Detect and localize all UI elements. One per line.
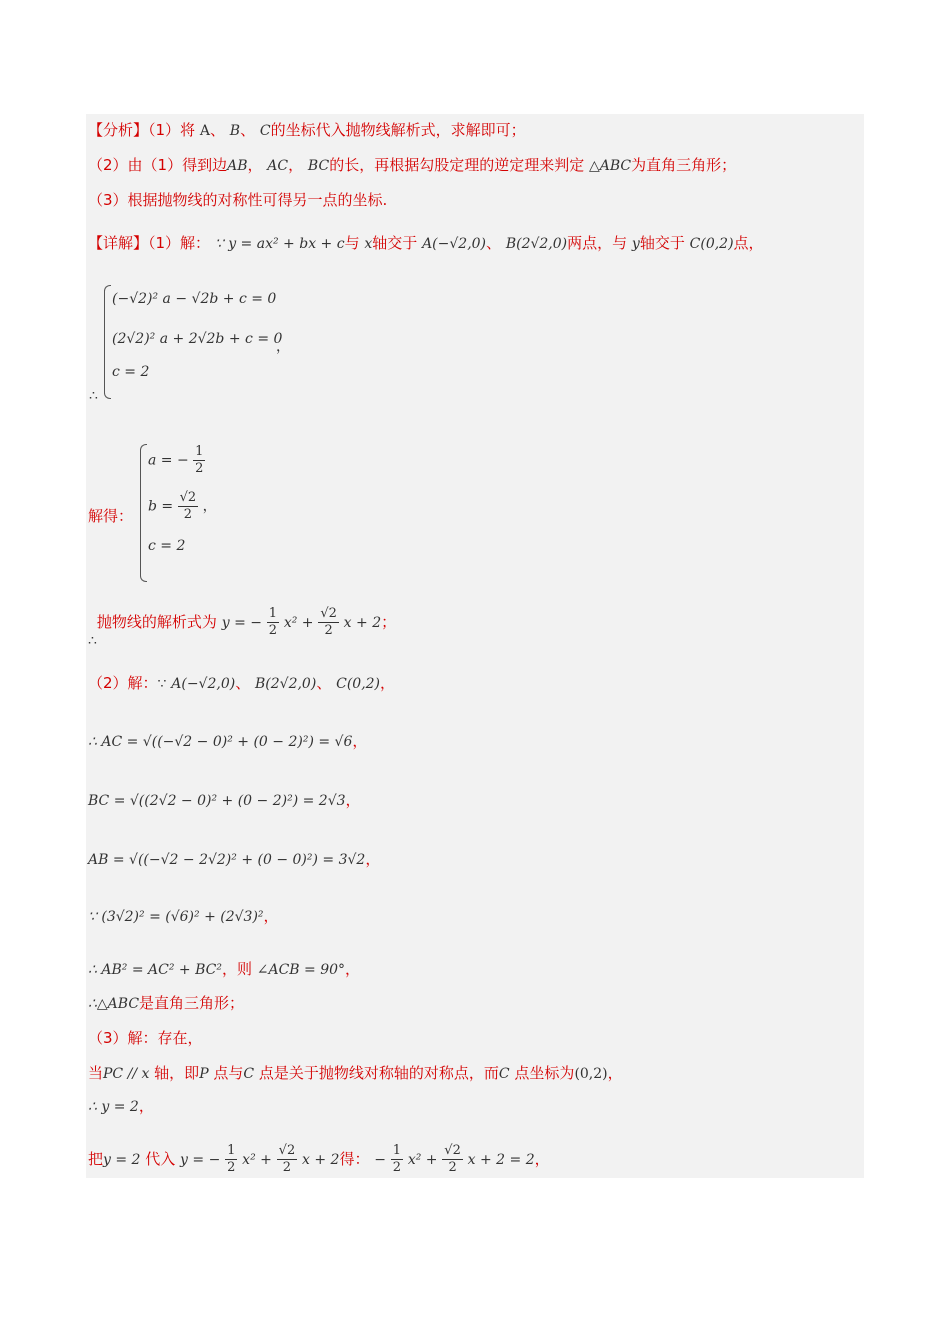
solution-b: b = $\frac{√2}{2}$ ， bbox=[148, 490, 217, 522]
part2-line: （2）解：∵ A(−√2,0)、 B(2√2,0)、 C(0,2)， bbox=[88, 674, 396, 692]
solve-label: 解得： bbox=[88, 507, 134, 525]
right-triangle: ∴△ABC是直角三角形； bbox=[88, 994, 245, 1012]
system-brace bbox=[104, 285, 111, 399]
pythagoras-check: ∵ (3√2)² = (√6)² + (2√3)²， bbox=[88, 907, 279, 925]
analysis-line-1: 【分析】（1）将 A、 B、 C的坐标代入抛物线解析式，求解即可； bbox=[88, 121, 526, 139]
ac-calc: ∴ AC = √((−√2 − 0)² + (0 − 2)²) = √6， bbox=[88, 732, 368, 750]
system-eq-1: (−√2)² a − √2b + c = 0 bbox=[112, 291, 277, 307]
content-panel bbox=[86, 114, 864, 1178]
system-comma: ， bbox=[276, 339, 290, 355]
therefore-1: ∴ bbox=[89, 388, 98, 404]
ab-calc: AB = √((−√2 − 2√2)² + (0 − 0)²) = 3√2， bbox=[88, 850, 381, 868]
substitute-line: 把y = 2 代入 y = − $\frac{1}{2}$ x² + $\frac{√2}{2}$ x + 2得： − $\frac{1}{2}$ x² + $\frac{√2}{2}$ x + 2 = 2， bbox=[88, 1143, 550, 1175]
detail-line-1: 【详解】（1）解： ∵ y = ax² + bx + c与 x轴交于 A(−√2,0)、 B(2√2,0)两点，与 y轴交于 C(0,2)点， bbox=[88, 234, 764, 252]
sum-squares: ∴ AB² = AC² + BC²，则 ∠ACB = 90°， bbox=[88, 960, 361, 978]
part3-line: （3）解：存在， bbox=[88, 1029, 203, 1047]
y-equals-2: ∴ y = 2， bbox=[88, 1097, 154, 1115]
bc-calc: BC = √((2√2 − 0)² + (0 − 2)²) = 2√3， bbox=[88, 791, 361, 809]
part3-condition: 当PC // x 轴，即P 点与C 点是关于抛物线对称轴的对称点，而C 点坐标为(0,2)， bbox=[88, 1064, 623, 1082]
solution-c: c = 2 bbox=[148, 538, 186, 554]
analysis-line-3: （3）根据抛物线的对称性可得另一点的坐标. bbox=[88, 191, 388, 209]
system-eq-3: c = 2 bbox=[112, 364, 150, 380]
analysis-line-2: （2）由（1）得到边AB， AC， BC的长，再根据勾股定理的逆定理来判定 △ABC为直角三角形； bbox=[88, 156, 737, 174]
solution-a: a = − $\frac{1}{2}$ bbox=[148, 444, 204, 476]
system-eq-2: (2√2)² a + 2√2b + c = 0 bbox=[112, 331, 283, 347]
solution-brace bbox=[140, 444, 147, 582]
parabola-expression: ∴抛物线的解析式为 y = − $\frac{1}{2}$ x² + $\frac{√2}{2}$ x + 2； bbox=[88, 606, 397, 649]
